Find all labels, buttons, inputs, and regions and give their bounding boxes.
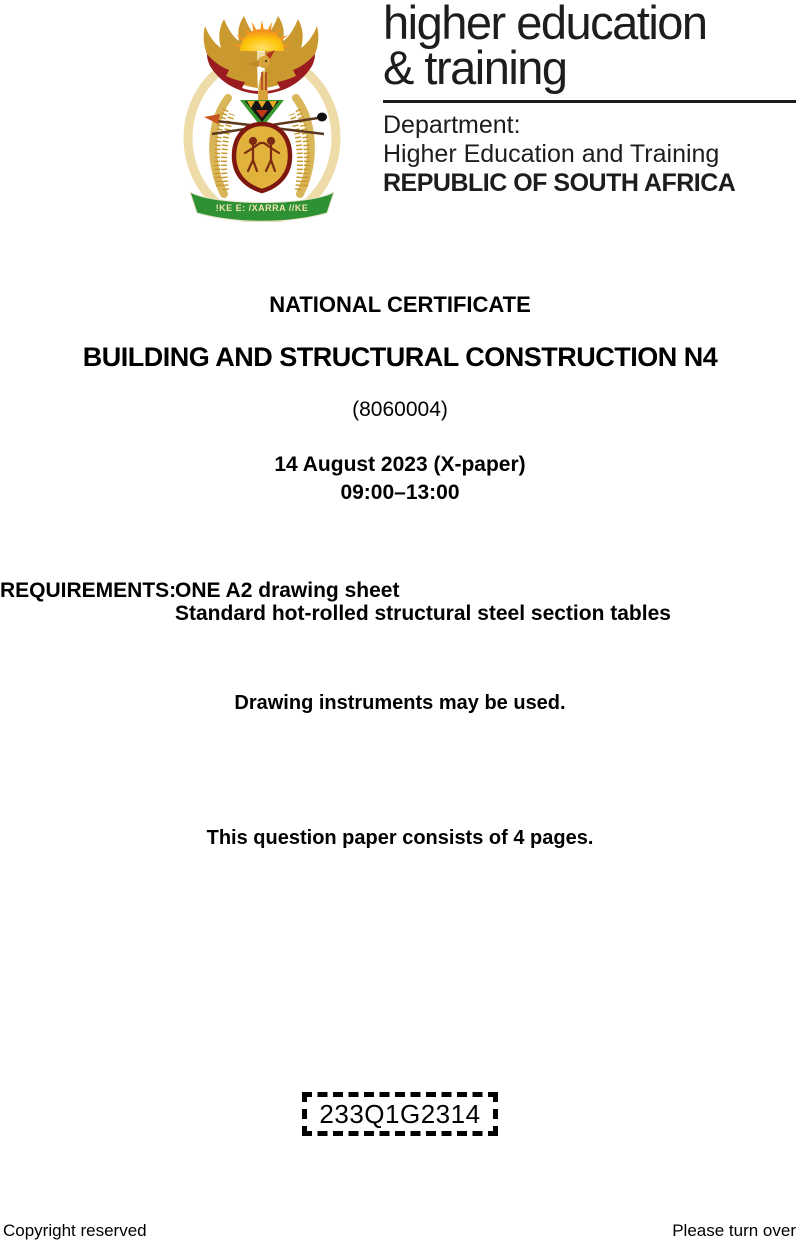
- department-name: Higher Education and Training: [383, 140, 720, 168]
- copyright-note: Copyright reserved: [3, 1221, 147, 1240]
- exam-number: 233Q1G2314: [319, 1098, 481, 1129]
- motto-text: !KE E: /XARRA //KE: [215, 203, 309, 213]
- exam-time: 09:00–13:00: [340, 481, 460, 504]
- shield: [234, 124, 290, 191]
- coat-of-arms-logo: [178, 10, 348, 222]
- exam-number-box: [302, 1092, 498, 1136]
- page-count-note: This question paper consists of 4 pages.: [206, 827, 594, 849]
- subject-title: BUILDING AND STRUCTURAL CONSTRUCTION N4: [82, 342, 718, 372]
- paper-code: (8060004): [352, 398, 448, 421]
- instruments-note: Drawing instruments may be used.: [234, 692, 566, 714]
- requirement-item: ONE A2 drawing sheet: [175, 579, 400, 602]
- department-label: Department:: [383, 111, 521, 139]
- requirement-item: Standard hot-rolled structural steel section tables: [175, 602, 671, 625]
- wordmark-line2: & training: [383, 41, 567, 94]
- department-block: [383, 111, 735, 198]
- please-turn-over-note: Please turn over: [672, 1221, 796, 1240]
- department-wordmark: [383, 0, 707, 94]
- header-divider: [383, 100, 796, 103]
- exam-date: 14 August 2023 (X-paper): [274, 453, 526, 476]
- country-name: REPUBLIC OF SOUTH AFRICA: [383, 169, 736, 197]
- requirements-list: [175, 579, 671, 625]
- wordmark-line1: higher education: [383, 0, 707, 49]
- requirements-label: REQUIREMENTS:: [0, 579, 177, 602]
- certificate-title: NATIONAL CERTIFICATE: [269, 292, 531, 317]
